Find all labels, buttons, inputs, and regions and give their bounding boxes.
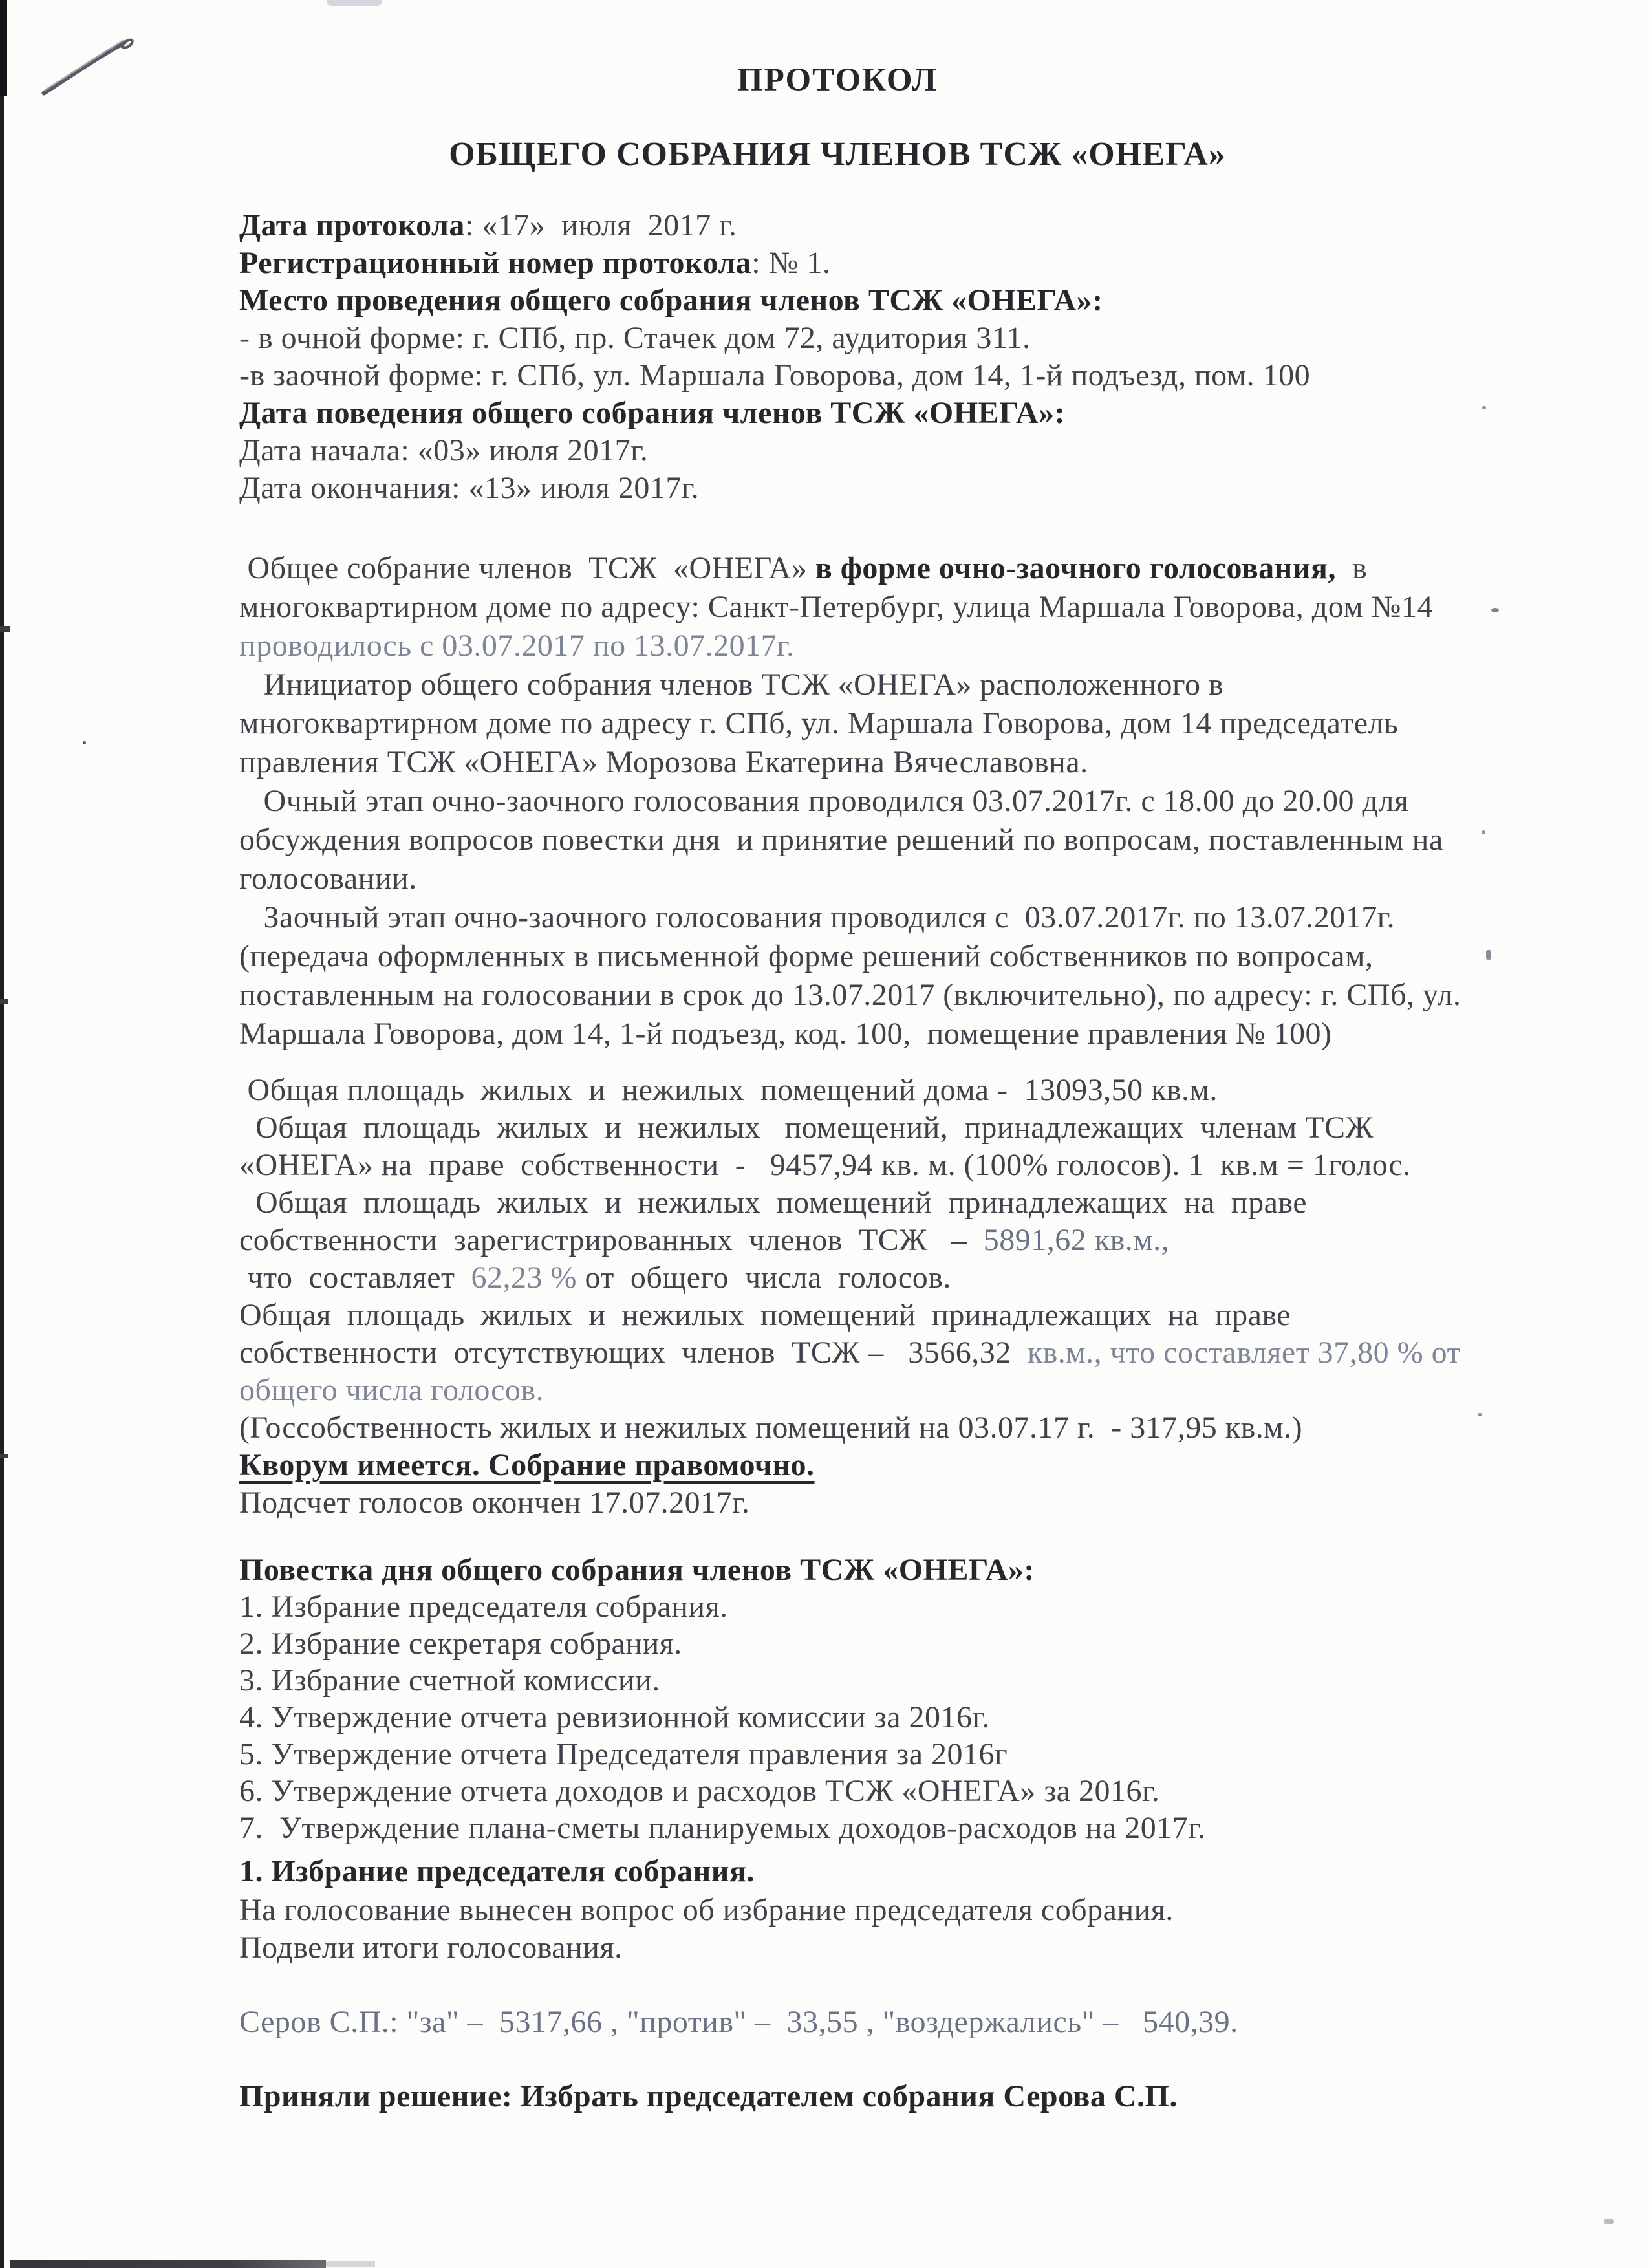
scan-bottom-strip-fade [326, 2261, 375, 2267]
intro-line: проводилось с 03.07.2017 по 13.07.2017г. [239, 629, 795, 663]
scan-border-tick [0, 999, 8, 1004]
scan-left-border-top [0, 0, 7, 96]
agenda-item-1: 1. Избрание председателя собрания. [239, 1590, 728, 1624]
document-title: ПРОТОКОЛ [737, 62, 938, 98]
intro-line: Заочный этап очно-заочного голосования проводился с 03.07.2017г. по 13.07.2017г. [239, 900, 1396, 934]
scan-speck [1486, 950, 1491, 960]
area-total-line: Общая площадь жилых и нежилых помещений дома - 13093,50 кв.м. [239, 1073, 1218, 1107]
intro-line: Очный этап очно-заочного голосования проводился 03.07.2017г. с 18.00 до 20.00 для [239, 784, 1409, 818]
area-absent-text: собственности отсутствующих членов ТСЖ – 3566,32 [239, 1335, 1011, 1370]
area-percent-prefix: что составляет [239, 1260, 471, 1295]
agenda-item-6: 6. Утверждение отчета доходов и расходов ТСЖ «ОНЕГА» за 2016г. [239, 1774, 1160, 1808]
scan-speck [1482, 406, 1486, 409]
agenda-item-7: 7. Утверждение плана-сметы планируемых доходов-расходов на 2017г. [239, 1811, 1206, 1845]
agenda-item-2: 2. Избрание секретаря собрания. [239, 1626, 682, 1661]
agenda-item-5: 5. Утверждение отчета Председателя правления за 2016г [239, 1737, 1008, 1771]
area-members-line2: «ОНЕГА» на праве собственности - 9457,94 кв. м. (100% голосов). 1 кв.м = 1голос. [239, 1148, 1411, 1182]
intro-line: многоквартирном доме по адресу: Санкт-Петербург, улица Маршала Говорова, дом №14 [239, 590, 1433, 624]
area-percent-line [239, 1259, 951, 1297]
quorum-statement: Кворум имеется. Собрание правомочно. [239, 1448, 815, 1482]
area-members-line: Общая площадь жилых и нежилых помещений, принадлежащих членам ТСЖ [239, 1110, 1374, 1145]
intro-p1-regular: Общее собрание членов ТСЖ «ОНЕГА» [239, 551, 815, 585]
document-subtitle: ОБЩЕГО СОБРАНИЯ ЧЛЕНОВ ТСЖ «ОНЕГА» [449, 136, 1226, 173]
intro-line: правления ТСЖ «ОНЕГА» Морозова Екатерина Вячеславовна. [239, 745, 1088, 779]
scan-speck [1491, 608, 1499, 612]
area-absent-line2 [239, 1334, 1461, 1372]
intro-line: Маршала Говорова, дом 14, 1-й подъезд, код. 100, помещение правления № 100) [239, 1017, 1332, 1051]
scan-speck [1604, 2219, 1614, 2224]
question1-votes: Серов С.П.: "за" – 5317,66 , "против" – 33,55 , "воздержались" – 540,39. [239, 2005, 1238, 2039]
decision-label: Приняли решение: [239, 2079, 513, 2113]
area-absent-line3: общего числа голосов. [239, 1373, 544, 1407]
date-end-line: Дата окончания: «13» июля 2017г. [239, 471, 700, 505]
area-registered-line: Общая площадь жилых и нежилых помещений принадлежащих на праве [239, 1185, 1308, 1220]
question1-decision [239, 2078, 1178, 2115]
pen-mark-icon [26, 26, 168, 116]
state-property-line: (Госсобственность жилых и нежилых помещений на 03.07.17 г. - 317,95 кв.м.) [239, 1410, 1303, 1445]
agenda-heading: Повестка дня общего собрания членов ТСЖ «ОНЕГА»: [239, 1553, 1035, 1587]
registration-number-line [239, 244, 830, 282]
intro-line: обсуждения вопросов повестки дня и принятие решений по вопросам, поставленным на [239, 823, 1443, 857]
area-registered-text: собственности зарегистрированных членов ТСЖ – [239, 1223, 984, 1257]
count-finished-line: Подсчет голосов окончен 17.07.2017г. [239, 1485, 750, 1520]
scan-speck [1482, 830, 1485, 834]
intro-line: многоквартирном доме по адресу г. СПб, ул. Маршала Говорова, дом 14 председатель [239, 706, 1399, 740]
intro-p1-tail: в [1335, 551, 1368, 585]
scan-border-tick [0, 626, 10, 632]
agenda-item-4: 4. Утверждение отчета ревизионной комиссии за 2016г. [239, 1700, 990, 1734]
date-start-line: Дата начала: «03» июля 2017г. [239, 433, 649, 468]
scan-border-tick [0, 1454, 8, 1458]
registration-number-value: : № 1. [751, 246, 831, 280]
question1-line2: Подвели итоги голосования. [239, 1930, 623, 1965]
scan-top-smudge [327, 0, 382, 6]
place-in-person: - в очной форме: г. СПб, пр. Стачек дом 72, аудитория 311. [239, 321, 1031, 355]
question1-line1: На голосование вынесен вопрос об избрание председателя собрания. [239, 1893, 1174, 1927]
area-absent-value: кв.м., что составляет 37,80 % от [1011, 1335, 1461, 1370]
decision-text: Избрать председателем собрания Серова С.П. [512, 2079, 1178, 2113]
area-registered-line2 [239, 1222, 1169, 1259]
question1-heading: 1. Избрание председателя собрания. [239, 1854, 755, 1888]
area-absent-line: Общая площадь жилых и нежилых помещений принадлежащих на праве [239, 1298, 1291, 1332]
intro-line: Инициатор общего собрания членов ТСЖ «ОНЕГА» расположенного в [239, 667, 1224, 702]
protocol-date-label: Дата протокола [239, 208, 465, 243]
scan-left-border [0, 0, 4, 2268]
scan-bottom-strip [10, 2260, 326, 2268]
area-percent-suffix: от общего числа голосов. [576, 1260, 951, 1295]
scan-speck [1478, 1413, 1482, 1416]
agenda-item-3: 3. Избрание счетной комиссии. [239, 1663, 660, 1698]
intro-line: поставленным на голосовании в срок до 13.07.2017 (включительно), по адресу: г. СПб, ул. [239, 978, 1461, 1012]
place-heading: Место проведения общего собрания членов ТСЖ «ОНЕГА»: [239, 283, 1103, 318]
registration-number-label: Регистрационный номер протокола [239, 246, 752, 280]
intro-line [239, 550, 1367, 587]
protocol-date-line [239, 207, 737, 244]
area-percent-value: 62,23 % [471, 1260, 577, 1295]
area-registered-value: 5891,62 кв.м., [983, 1223, 1170, 1257]
intro-line: голосовании. [239, 861, 417, 896]
scan-speck [83, 741, 86, 744]
intro-line: (передача оформленных в письменной форме решений собственников по вопросам, [239, 939, 1374, 973]
intro-p1-bold: в форме очно-заочного голосования, [815, 551, 1336, 585]
meeting-dates-heading: Дата поведения общего собрания членов ТСЖ «ОНЕГА»: [239, 396, 1066, 430]
place-absentee: -в заочной форме: г. СПб, ул. Маршала Говорова, дом 14, 1-й подъезд, пом. 100 [239, 358, 1311, 393]
protocol-date-value: : «17» июля 2017 г. [464, 208, 737, 243]
